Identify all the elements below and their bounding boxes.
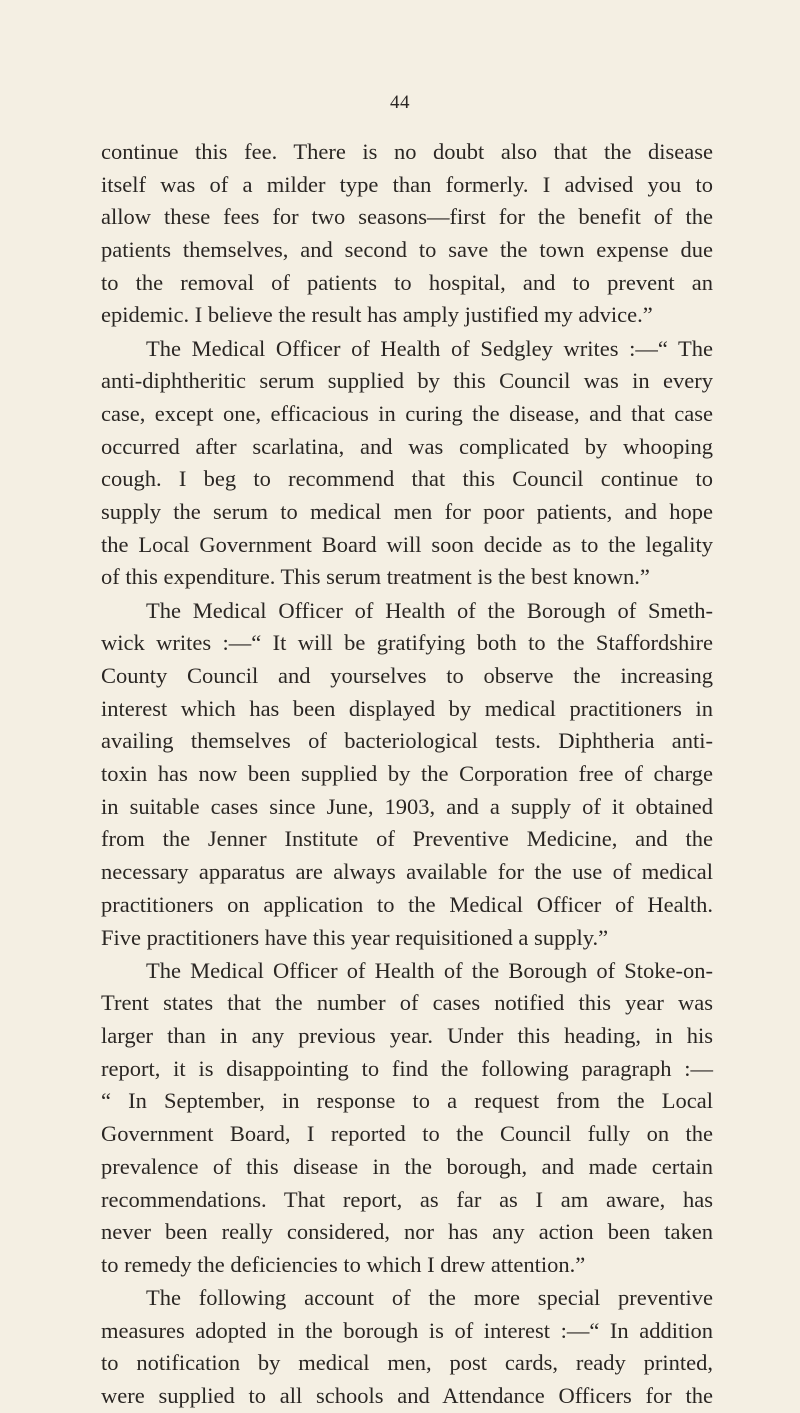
paragraph <box>101 333 713 595</box>
text-line: Government Board, I reported to the Council fully on the <box>101 1121 713 1147</box>
text-line: patients themselves, and second to save the town expense due <box>101 237 713 263</box>
paragraph <box>101 595 713 955</box>
body-text <box>101 136 713 1413</box>
text-line: from the Jenner Institute of Preventive Medicine, and the <box>101 826 713 852</box>
text-line: The Medical Officer of Health of the Borough of Smeth- <box>146 597 713 623</box>
text-line: never been really considered, nor has any action been taken <box>101 1219 713 1245</box>
text-line: in suitable cases since June, 1903, and a supply of it obtained <box>101 793 713 819</box>
text-line: to remedy the deficiencies to which I drew attention.” <box>101 1251 586 1277</box>
text-line: case, except one, efficacious in curing the disease, and that case <box>101 401 713 426</box>
text-line: The following account of the more special preventive <box>146 1285 713 1311</box>
text-line: allow these fees for two seasons—first for the benefit of the <box>101 204 713 230</box>
page-number: 44 <box>390 92 410 113</box>
text-line: to notification by medical men, post cards, ready printed, <box>101 1350 713 1376</box>
text-line: anti-diphtheritic serum supplied by this Council was in every <box>101 368 713 394</box>
text-line: the Local Government Board will soon decide as to the legality <box>101 531 713 557</box>
text-line: continue this fee. There is no doubt also that the disease <box>101 139 713 164</box>
text-line: were supplied to all schools and Attendance Officers for the <box>101 1383 713 1409</box>
text-line: The Medical Officer of Health of the Borough of Stoke-on- <box>146 957 713 983</box>
paragraph <box>101 136 713 332</box>
text-line: practitioners on application to the Medical Officer of Health. <box>101 891 713 917</box>
paragraph <box>101 955 713 1282</box>
text-line: larger than in any previous year. Under this heading, in his <box>101 1023 713 1049</box>
text-line: epidemic. I believe the result has amply justified my advice.” <box>101 302 653 328</box>
text-line: occurred after scarlatina, and was complicated by whooping <box>101 433 713 459</box>
text-line: supply the serum to medical men for poor patients, and hope <box>101 499 713 525</box>
text-line: prevalence of this disease in the borough, and made certain <box>101 1153 713 1179</box>
text-line: necessary apparatus are always available for the use of medical <box>101 859 713 885</box>
text-line: report, it is disappointing to find the following paragraph :— <box>101 1055 713 1081</box>
text-line: cough. I beg to recommend that this Council continue to <box>101 466 713 492</box>
text-line: itself was of a milder type than formerly. I advised you to <box>101 171 713 197</box>
text-line: Trent states that the number of cases notified this year was <box>101 990 713 1016</box>
paragraph <box>101 1282 713 1413</box>
text-line: measures adopted in the borough is of interest :—“ In addition <box>101 1317 713 1343</box>
text-line: interest which has been displayed by medical practitioners in <box>101 695 713 721</box>
text-line: recommendations. That report, as far as I am aware, has <box>101 1186 713 1212</box>
text-line: County Council and yourselves to observe the increasing <box>101 663 713 688</box>
text-line: of this expenditure. This serum treatment is the best known.” <box>101 564 650 590</box>
text-line: to the removal of patients to hospital, and to prevent an <box>101 269 713 295</box>
text-line: wick writes :—“ It will be gratifying both to the Staffordshire <box>101 630 713 656</box>
text-line: Five practitioners have this year requisitioned a supply.” <box>101 924 609 950</box>
text-line: “ In September, in response to a request from the Local <box>101 1088 713 1114</box>
text-line: availing themselves of bacteriological tests. Diphtheria anti- <box>101 728 713 754</box>
text-line: The Medical Officer of Health of Sedgley writes :—“ The <box>146 335 713 361</box>
text-line: toxin has now been supplied by the Corporation free of charge <box>101 761 713 787</box>
